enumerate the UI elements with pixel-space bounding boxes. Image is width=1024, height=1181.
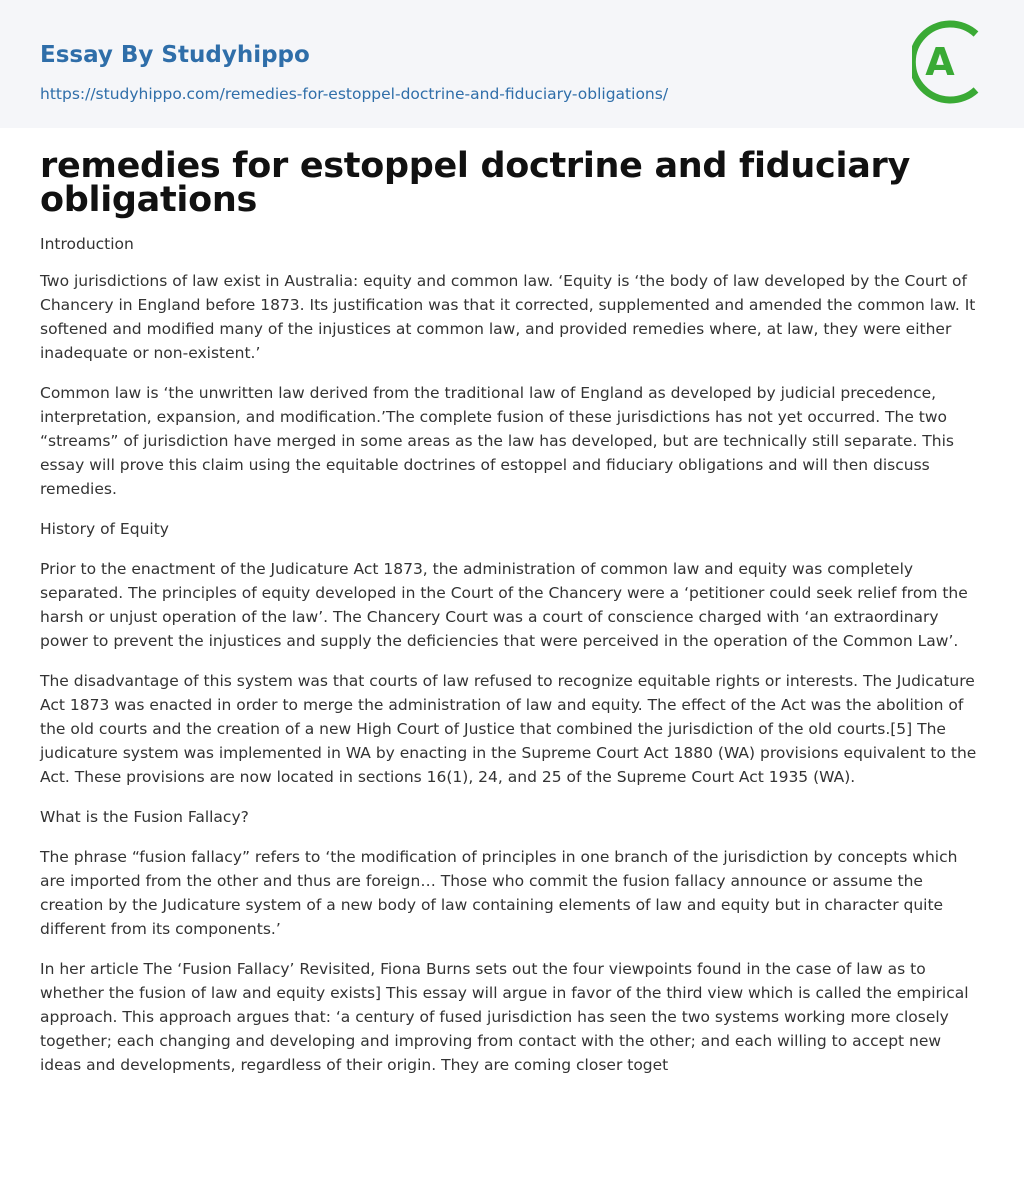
source-url-link[interactable]: https://studyhippo.com/remedies-for-estoppel-doctrine-and-fiduciary-obligations/ <box>40 85 669 103</box>
fusion-heading: What is the Fusion Fallacy? <box>40 808 249 826</box>
brand-title[interactable]: Essay By Studyhippo <box>40 42 310 68</box>
intro-heading: Introduction <box>40 235 134 253</box>
paragraph-3: Prior to the enactment of the Judicature Act 1873, the administration of common law and equity was completely separated. The principles of equity developed in the Court of the Chancery were a ‘petitioner could seek relief from the harsh or unjust operation of the law’. The Chancery Court was a court of conscience charged with ‘an extraordinary power to prevent the injustices and supply the deficiencies that were perceived in the operation of the Common Law’. <box>40 560 968 650</box>
logo-letter: A <box>925 40 955 84</box>
paragraph-4: The disadvantage of this system was that courts of law refused to recognize equitable rights or interests. The Judicature Act 1873 was enacted in order to merge the administration of law and equity. The effect of the Act was the abolition of the old courts and the creation of a new High Court of Justice that combined the jurisdiction of the old courts.[5] The judicature system was implemented in WA by enacting in the Supreme Court Act 1880 (WA) provisions equivalent to the Act. These provisions are now located in sections 16(1), 24, and 25 of the Supreme Court Act 1935 (WA). <box>40 672 977 786</box>
paragraph-2: Common law is ‘the unwritten law derived from the traditional law of England as developed by judicial precedence, interpretation, expansion, and modification.’The complete fusion of these jurisdictions has not yet occurred. The two “streams” of jurisdiction have merged in some areas as the law has developed, but are technically still separate. This essay will prove this claim using the equitable doctrines of estoppel and fiduciary obligations and will then discuss remedies. <box>40 384 954 498</box>
paragraph-1: Two jurisdictions of law exist in Australia: equity and common law. ‘Equity is ‘the body of law developed by the Court of Chancery in England before 1873. Its justification was that it corrected, supplemented and amended the common law. It softened and modified many of the injustices at common law, and provided remedies where, at law, they were either inadequate or non-existent.’ <box>40 272 976 362</box>
article-content <box>0 146 1024 1077</box>
paragraph-5: The phrase “fusion fallacy” refers to ‘the modification of principles in one branch of the jurisdiction by concepts which are imported from the other and thus are foreign… Those who commit the fusion fallacy announce or assume the creation by the Judicature system of a new body of law containing elements of law and equity but in character quite different from its components.’ <box>40 848 958 938</box>
history-heading: History of Equity <box>40 520 169 538</box>
studyhippo-logo-icon[interactable] <box>912 18 988 106</box>
page-title: remedies for estoppel doctrine and fiduciary obligations <box>40 146 910 220</box>
paragraph-6: In her article The ‘Fusion Fallacy’ Revisited, Fiona Burns sets out the four viewpoints found in the case of law as to whether the fusion of law and equity exists] This essay will argue in favor of the third view which is called the empirical approach. This approach argues that: ‘a century of fused jurisdiction has seen the two systems working more closely together; each changing and developing and improving from contact with the other; and each willing to accept new ideas and developments, regardless of their origin. They are coming closer toget <box>40 960 969 1074</box>
site-header <box>0 0 1024 128</box>
